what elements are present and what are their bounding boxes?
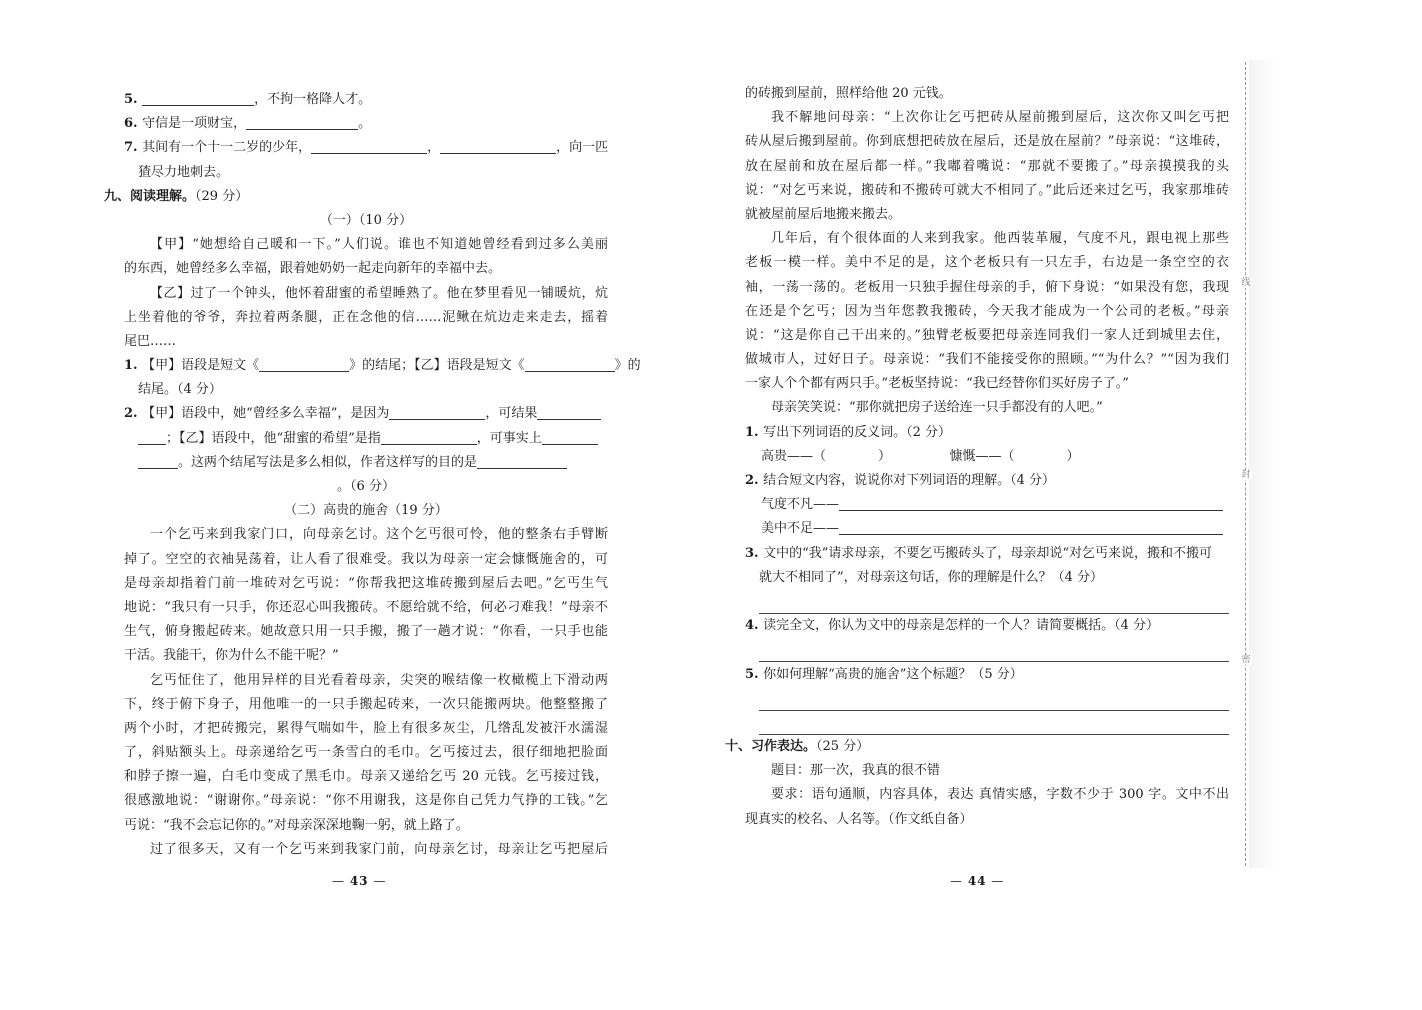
text-line	[745, 783, 1229, 807]
text-line	[124, 330, 608, 354]
text-run: ，可结果	[485, 406, 538, 422]
text-run: 我不解地问母亲：“上次你让乞丐把砖从屋前搬到屋后，这次你又叫乞丐把	[771, 110, 1229, 126]
answer-blank[interactable]	[839, 518, 1223, 535]
text-line	[124, 354, 641, 378]
text-run: 高贵——（ ） 慷慨——（ ）	[761, 448, 1080, 464]
text-run: 一个乞丐来到我家门口，向母亲乞讨。这个乞丐很可怜，他的整条右手臂断	[150, 527, 608, 543]
answer-blank[interactable]	[389, 403, 485, 420]
text-run: 结合短文内容，说说你对下列词语的理解。（4 分）	[763, 473, 1056, 488]
answer-blank[interactable]	[542, 428, 598, 445]
text-run: 现真实的校名、人名等。（作文纸自备）	[745, 811, 973, 827]
text-run: 的东西，她曾经多么幸福，跟着她奶奶一起走向新年的幸福中去。	[124, 261, 502, 277]
text-run: 》的结尾；【乙】语段是短文《	[349, 358, 525, 374]
text-run: ，可事实上	[476, 430, 542, 446]
text-run: 写出下列词语的反义词。（2 分）	[763, 424, 952, 440]
text-run: 尾巴……	[124, 333, 177, 349]
answer-blank[interactable]	[246, 113, 358, 130]
text-run: 【甲】语段是短文《	[142, 358, 260, 374]
left-page-content	[104, 82, 641, 862]
points-label: （25 分）	[816, 739, 870, 755]
text-line	[745, 227, 1229, 251]
text-run: 乞丐怔住了，他用异样的目光看着母亲，尖突的喉结像一枚橄榄上下滑动两	[150, 672, 608, 688]
text-line	[124, 282, 608, 306]
text-line	[745, 348, 1229, 372]
answer-blank[interactable]	[525, 355, 615, 372]
answer-blank[interactable]	[138, 428, 166, 445]
text-run: 说：“对乞丐来说，搬砖和不搬砖可就大不相同了。”此后还来过乞丐，我家那堆砖	[745, 182, 1229, 198]
text-run: （一）（10 分）	[319, 212, 413, 228]
text-run: 在还是个乞丐；因为当年您教我搬砖，今天我才能成为一个公司的老板。”母亲	[745, 303, 1229, 319]
points-label: （29 分）	[195, 188, 249, 204]
text-run: 。这两个结尾写法是多么相似，作者这样写的目的是	[178, 454, 478, 470]
text-run: 两个小时，才把砖搬完，累得气喘如牛，脸上有很多灰尘，几绺乱发被汗水濡湿	[124, 720, 608, 736]
text-line	[725, 735, 1229, 759]
question-number: 3.	[745, 545, 764, 561]
text-run: 猹尽力地刺去。	[138, 164, 230, 180]
text-run: 丐说：“我不会忘记你的。”对母亲深深地鞠一躬，就上路了。	[124, 817, 469, 833]
text-line	[745, 542, 1229, 566]
text-line	[124, 209, 608, 233]
text-line	[124, 306, 608, 330]
text-run: 气度不凡——	[761, 497, 840, 513]
left-page-number: — 43 —	[332, 874, 387, 888]
text-line	[745, 517, 1229, 541]
binding-label-line: 线	[1241, 278, 1251, 288]
text-line	[124, 644, 608, 668]
text-line	[745, 421, 1229, 445]
text-run: 过了很多天，又有一个乞丐来到我家门前，向母亲乞讨，母亲让乞丐把屋后	[150, 841, 608, 857]
answer-blank[interactable]	[537, 403, 601, 420]
text-run: 放在屋前和放在屋后都一样。”我嘟着嘴说：“那就不要搬了。”母亲摸摸我的头	[745, 158, 1229, 174]
text-line	[124, 838, 608, 862]
text-line	[745, 179, 1229, 203]
question-number: 2.	[745, 473, 764, 488]
text-line	[745, 663, 1229, 687]
text-run: 上坐着他的爷爷，奔拉着两条腿，正在念他的信……泥鳅在炕边走来走去，摇着	[124, 309, 608, 325]
text-line	[124, 523, 608, 547]
text-line	[124, 572, 608, 596]
text-line	[745, 276, 1229, 300]
text-run: 和脖子擦一遍，白毛巾变成了黑毛巾。母亲又递给乞丐 20 元钱。乞丐接过钱，	[124, 769, 608, 785]
text-line	[124, 693, 608, 717]
text-run: 砖从屋后搬到屋前。你到底想把砖放在屋后，还是放在屋前？”母亲说：“这堆砖，	[745, 134, 1229, 150]
text-run: 做城市人，过好日子。母亲说：“我们不能接受你的照顾。”“为什么？”“因为我们	[745, 352, 1229, 368]
text-line	[745, 687, 1229, 711]
text-run: 一家人个个都有两只手。”老板坚持说：“我已经替你们买好房子了。”	[745, 376, 1129, 392]
answer-line[interactable]	[759, 590, 1229, 614]
binding-label-seal: 封	[1241, 470, 1251, 480]
text-line	[745, 324, 1229, 348]
text-line	[124, 136, 608, 160]
text-line	[745, 203, 1229, 227]
text-run: 【甲】语段中，她“曾经多么幸福”，是因为	[142, 406, 390, 422]
text-line	[124, 451, 608, 475]
text-line	[124, 499, 608, 523]
answer-blank[interactable]	[839, 494, 1223, 511]
question-number: 2.	[124, 406, 143, 422]
answer-blank[interactable]	[440, 137, 556, 154]
text-line	[124, 378, 608, 402]
text-run: 【乙】过了一个钟头，他怀着甜蜜的希望睡熟了。他在梦里看见一铺暖炕，炕	[150, 285, 608, 301]
text-line	[745, 445, 1229, 469]
text-run: 。	[358, 116, 372, 132]
text-line	[124, 765, 608, 789]
right-page-number: — 44 —	[950, 874, 1005, 888]
text-line	[124, 112, 608, 136]
text-run: 就被屋前屋后地搬来搬去。	[745, 206, 902, 222]
text-run: 其间有一个十一二岁的少年，	[142, 140, 312, 156]
text-run: 几年后，有个很体面的人来到我家。他西装革履，气度不凡，跟电视上那些	[771, 231, 1229, 247]
text-run: 说：“这是你自己干出来的。”独臂老板要把母亲连同我们一家人迁到城里去住，	[745, 327, 1229, 343]
text-line	[745, 759, 1229, 783]
page-edge-shadow	[1249, 60, 1277, 868]
text-line	[745, 155, 1229, 179]
text-run: 你如何理解“高贵的施舍”这个标题？（5 分）	[763, 666, 1023, 682]
question-number: 5.	[124, 92, 143, 107]
section-heading: 十、习作表达。	[725, 739, 817, 755]
text-line	[124, 596, 608, 620]
question-number: 4.	[745, 618, 764, 634]
text-run: 就大不相同了”，对母亲这句话，你的理解是什么？（4 分）	[759, 569, 1104, 585]
text-line	[745, 300, 1229, 324]
text-line	[745, 566, 1229, 590]
text-line	[124, 475, 608, 499]
text-run: 很感激地说：“谢谢你。”母亲说：“你不用谢我，这是你自己凭力气挣的工钱。”乞	[124, 793, 608, 809]
text-line	[124, 233, 608, 257]
text-run: 干活。我能干，你为什么不能干呢？”	[124, 648, 339, 664]
text-run: 掉了。空空的衣袖晃荡着，让人看了很难受。我以为母亲一定会慷慨施舍的，可	[124, 551, 608, 567]
section-heading: （二）高贵的施舍	[284, 503, 389, 519]
text-line	[745, 469, 1229, 493]
text-run: 是母亲却指着门前一堆砖对乞丐说：“你帮我把这堆砖搬到屋后去吧。”乞丐生气	[124, 575, 608, 591]
text-line	[124, 427, 608, 451]
text-line	[124, 717, 608, 741]
binding-label-secret: 密	[1241, 655, 1251, 665]
text-run: 【甲】“她想给自己暖和一下。”人们说。谁也不知道她曾经看到过多么美丽	[150, 237, 608, 253]
binding-line	[1245, 62, 1247, 866]
text-run: 文中的“我”请求母亲，不要乞丐搬砖头了，母亲却说“对乞丐来说，搬和不搬可	[763, 545, 1213, 561]
text-run: 美中不足——	[761, 521, 840, 537]
text-line	[745, 638, 1229, 662]
answer-line[interactable]	[759, 638, 1229, 662]
text-line	[745, 711, 1229, 735]
text-run: 》的	[614, 358, 641, 374]
text-run: 生气，俯身搬起砖来。她故意只用一只手搬，搬了一趟才说：“你看，一只手也能	[124, 624, 608, 640]
text-line	[124, 741, 608, 765]
answer-line[interactable]	[759, 687, 1229, 711]
text-run: 母亲笑笑说：“那你就把房子送给连一只手都没有的人吧。”	[771, 400, 1103, 416]
text-run: 。（6 分）	[337, 479, 395, 494]
text-line	[745, 493, 1229, 517]
text-line	[124, 620, 608, 644]
answer-blank[interactable]	[381, 428, 477, 445]
question-number: 7.	[124, 140, 143, 156]
text-run: 要求：语句通顺，内容具体，表达 真情实感，字数不少于 300 字。文中不出	[771, 787, 1229, 803]
text-line	[124, 669, 608, 693]
text-line	[124, 402, 608, 426]
text-line	[124, 257, 608, 281]
text-run: ，不拘一格降人才。	[254, 92, 372, 107]
question-number: 1.	[745, 424, 764, 440]
answer-blank[interactable]	[477, 452, 567, 469]
text-line	[745, 614, 1229, 638]
text-line	[745, 106, 1229, 130]
text-run: ，向一匹	[556, 140, 609, 156]
answer-line[interactable]	[759, 711, 1229, 735]
text-line	[745, 82, 1229, 106]
text-line	[124, 88, 608, 112]
answer-blank[interactable]	[142, 89, 254, 106]
text-run: 袖，一荡一荡的。老板用一只独手握住母亲的手，俯下身说：“如果没有您，我现	[745, 279, 1229, 295]
text-run: 守信是一项财宝，	[142, 116, 247, 132]
text-run: ；【乙】语段中，他“甜蜜的希望”是指	[166, 430, 381, 446]
text-run: 的砖搬到屋前，照样给他 20 元钱。	[745, 86, 952, 101]
text-line	[745, 590, 1229, 614]
text-line	[745, 396, 1229, 420]
text-run: 读完全文，你认为文中的母亲是怎样的一个人？请简要概括。（4 分）	[763, 618, 1160, 634]
text-line	[104, 185, 608, 209]
text-run: 了，斜贴额头上。母亲递给乞丐一条雪白的毛巾。乞丐接过去，很仔细地把脸面	[124, 745, 608, 761]
text-line	[745, 130, 1229, 154]
points-label: （19 分）	[388, 503, 448, 519]
question-number: 5.	[745, 666, 764, 682]
text-line	[124, 548, 608, 572]
text-run: 题目：那一次，我真的很不错	[771, 763, 941, 779]
text-line	[745, 808, 1229, 832]
text-run: 下，终于俯下身子，用他唯一的一只手搬起砖来，一次只能搬两块。他整整搬了	[124, 696, 608, 712]
question-number: 6.	[124, 116, 143, 132]
section-heading: 九、阅读理解。	[104, 188, 196, 204]
text-line	[745, 251, 1229, 275]
text-run: ，	[427, 140, 441, 156]
answer-blank[interactable]	[138, 452, 178, 469]
answer-blank[interactable]	[311, 137, 427, 154]
text-line	[124, 161, 608, 185]
answer-blank[interactable]	[259, 355, 349, 372]
text-line	[124, 814, 608, 838]
text-run: 地说：“我只有一只手，你还忍心叫我搬砖。不愿给就不给，何必刁难我！”母亲不	[124, 599, 608, 615]
question-number: 1.	[124, 358, 143, 374]
text-line	[745, 372, 1229, 396]
text-line	[124, 789, 608, 813]
text-run: 老板一模一样。美中不足的是，这个老板只有一只左手，右边是一条空空的衣	[745, 255, 1229, 271]
right-page-content	[725, 82, 1229, 832]
text-run: 结尾。（4 分）	[138, 382, 222, 398]
